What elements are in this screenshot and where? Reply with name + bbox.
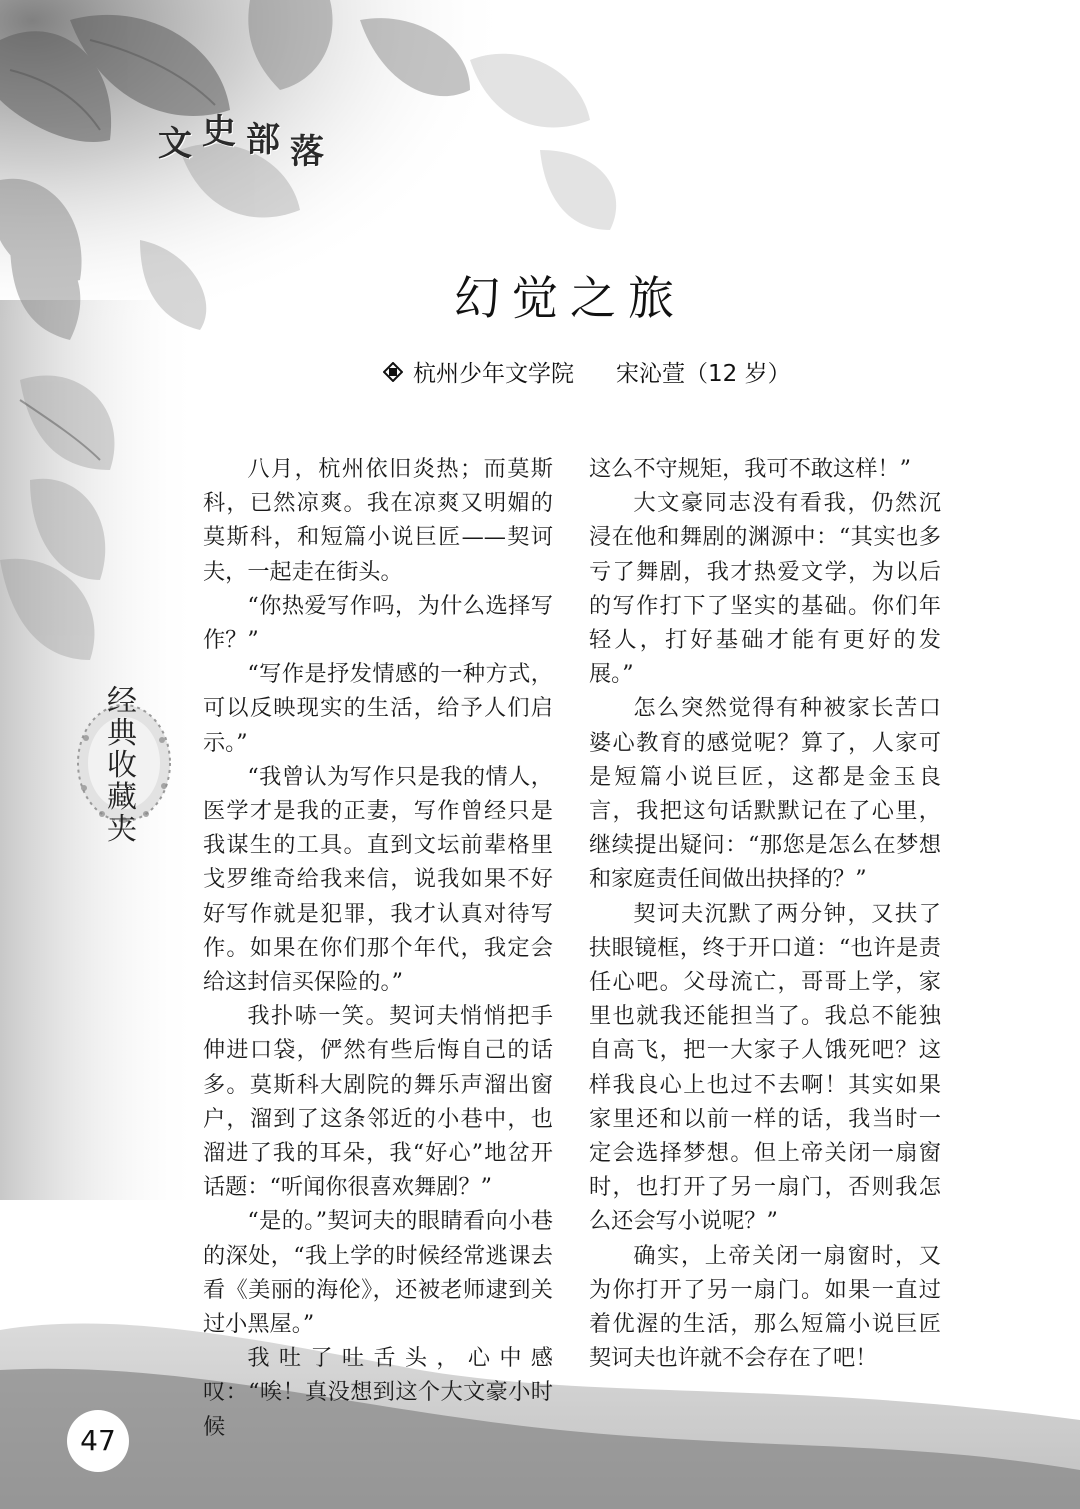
paragraph: “你热爱写作吗，为什么选择写作？” <box>203 592 553 654</box>
byline-author: 宋沁萱（12 岁） <box>616 361 791 387</box>
paragraph: 八月，杭州依旧炎热；而莫斯科，已然凉爽。我在凉爽又明媚的莫斯科，和短篇小说巨匠——契诃夫，一起走在街头。 <box>203 456 553 585</box>
badge-char: 藏 <box>107 780 137 815</box>
section-char-4: 落 <box>290 132 324 172</box>
paragraph: 我扑哧一笑。契诃夫悄悄把手伸进口袋，俨然有些后悔自己的话多。莫斯科大剧院的舞乐声溜出窗户，溜到了这条邻近的小巷中，也溜进了我的耳朵，我“好心”地岔开话题：“听闻你很喜欢舞剧？” <box>203 1003 553 1201</box>
badge-char: 夹 <box>107 812 137 847</box>
section-char-2: 史 <box>202 112 236 152</box>
paragraph: 契诃夫沉默了两分钟，又扶了扶眼镜框，终于开口道：“也许是责任心吧。父母流亡，哥哥上学，家里也就我还能担当了。我总不能独自高飞，把一大家子人饿死吧？这样我良心上也过不去啊！其实如果家里还和以前一样的话，我当时一定会选择梦想。但上帝关闭一扇窗时，也打开了另一扇门，否则我怎么还会写小说呢？” <box>589 900 941 1235</box>
byline-org: 杭州少年文学院 <box>413 361 574 387</box>
side-badge <box>72 668 176 848</box>
paragraph-continuation: 这么不守规矩，我可不敢这样！” <box>589 456 911 482</box>
paragraph: 怎么突然觉得有种被家长苦口婆心教育的感觉呢？算了，人家可是短篇小说巨匠，这都是金玉良言，我把这句话默默记在了心里，继续提出疑问：“那您是怎么在梦想和家庭责任间做出抉择的？” <box>589 695 941 893</box>
byline <box>383 355 791 388</box>
badge-char: 典 <box>107 716 137 751</box>
paragraph: “写作是抒发情感的一种方式，可以反映现实的生活，给予人们启示。” <box>203 661 553 756</box>
side-badge-text <box>102 686 142 846</box>
paragraph: “是的。”契诃夫的眼睛看向小巷的深处，“我上学的时候经常逃课去看《美丽的海伦》，还被老师逮到关过小黑屋。” <box>203 1208 553 1338</box>
section-char-1: 文 <box>158 124 192 164</box>
paragraph: 确实，上帝关闭一扇窗时，又为你打开了另一扇门。如果一直过着优渥的生活，那么短篇小说巨匠契诃夫也许就不会存在了吧！ <box>589 1242 941 1372</box>
badge-char: 收 <box>107 748 137 783</box>
page-number: 47 <box>67 1410 129 1472</box>
paragraph: 大文豪同志没有看我，仍然沉浸在他和舞剧的渊源中：“其实也多亏了舞剧，我才热爱文学，为以后的写作打下了坚实的基础。你们年轻人，打好基础才能有更好的发展。” <box>589 490 941 688</box>
badge-char: 经 <box>107 684 137 719</box>
paragraph: 我吐了吐舌头，心中感叹：“唉！真没想到这个大文豪小时候 <box>203 1345 553 1440</box>
article-column-right <box>589 452 941 1375</box>
diamond-bullet-icon <box>383 362 403 382</box>
article-title: 幻觉之旅 <box>454 271 686 325</box>
section-char-3: 部 <box>246 120 280 160</box>
paragraph: “我曾认为写作只是我的情人，医学才是我的正妻，写作曾经只是我谋生的工具。直到文坛前辈格里戈罗维奇给我来信，说我如果不好好写作就是犯罪，我才认真对待写作。如果在你们那个年代，我定会给这封信买保险的。” <box>203 763 553 996</box>
article-column-left <box>203 452 553 1444</box>
